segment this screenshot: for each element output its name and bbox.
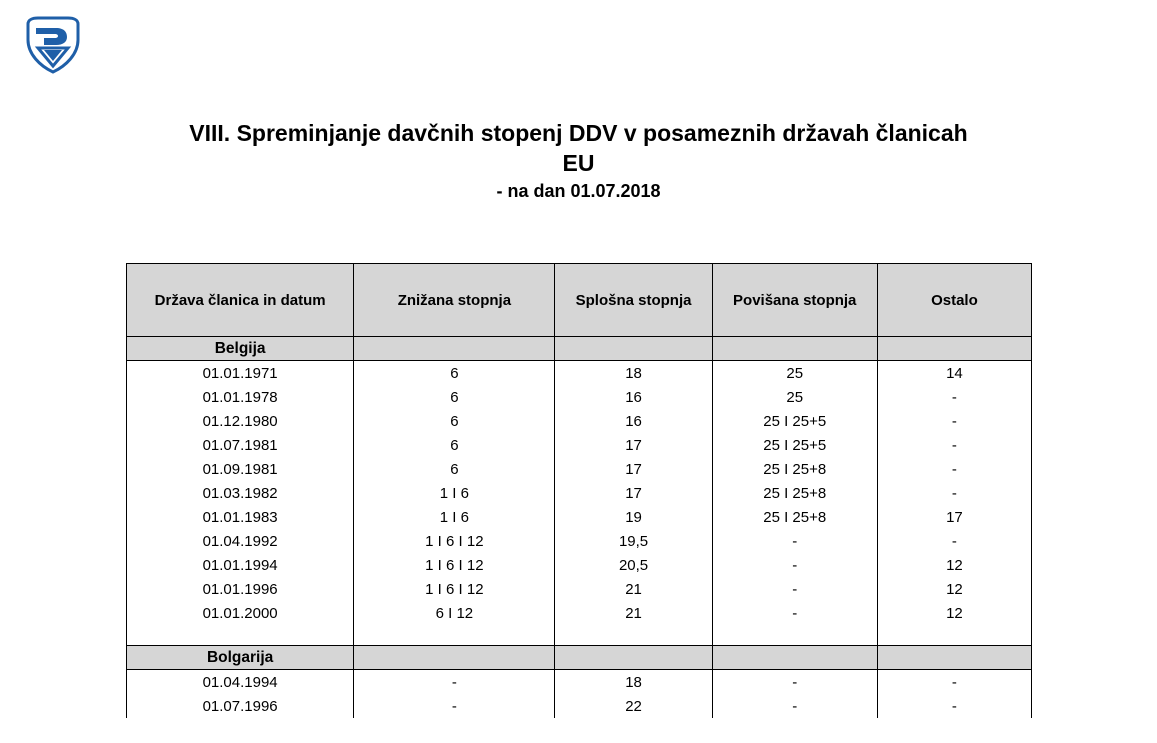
spacer-cell [877, 625, 1031, 646]
cell-increased: 25 [712, 361, 877, 386]
table-row [127, 457, 1032, 481]
cell-other: - [877, 457, 1031, 481]
cell-other: 12 [877, 553, 1031, 577]
cell-standard: 21 [555, 577, 712, 601]
cell-reduced: 6 [354, 361, 555, 386]
cell-other: 12 [877, 577, 1031, 601]
cell-increased: 25 I 25+5 [712, 433, 877, 457]
cell-reduced: 1 I 6 [354, 505, 555, 529]
cell-standard: 17 [555, 433, 712, 457]
cell-increased: 25 [712, 385, 877, 409]
table-row [127, 670, 1032, 695]
table-header-row [127, 264, 1032, 337]
country-row-empty-cell [555, 337, 712, 361]
cell-reduced: 1 I 6 [354, 481, 555, 505]
cell-standard: 21 [555, 601, 712, 625]
column-header-increased-rate: Povišana stopnja [712, 264, 877, 337]
cell-date: 01.01.1983 [127, 505, 354, 529]
table-row [127, 361, 1032, 386]
spacer-cell [712, 625, 877, 646]
cell-standard: 20,5 [555, 553, 712, 577]
cell-date: 01.04.1994 [127, 670, 354, 695]
cell-standard: 19,5 [555, 529, 712, 553]
cell-reduced: 1 I 6 I 12 [354, 529, 555, 553]
country-row-empty-cell [877, 337, 1031, 361]
country-row-empty-cell [712, 337, 877, 361]
cell-date: 01.04.1992 [127, 529, 354, 553]
cell-other: 12 [877, 601, 1031, 625]
table-row [127, 433, 1032, 457]
country-group-row [127, 337, 1032, 361]
cell-standard: 18 [555, 361, 712, 386]
vat-rates-table [126, 263, 1032, 718]
cell-increased: 25 I 25+8 [712, 481, 877, 505]
cell-increased: - [712, 529, 877, 553]
cell-other: - [877, 433, 1031, 457]
cell-increased: 25 I 25+8 [712, 457, 877, 481]
cell-reduced: 6 [354, 385, 555, 409]
cell-standard: 17 [555, 457, 712, 481]
table-body [127, 337, 1032, 719]
spacer-cell [127, 625, 354, 646]
cell-standard: 16 [555, 409, 712, 433]
cell-reduced: 1 I 6 I 12 [354, 553, 555, 577]
table-row [127, 577, 1032, 601]
group-spacer-row [127, 625, 1032, 646]
cell-other: - [877, 385, 1031, 409]
cell-date: 01.01.1978 [127, 385, 354, 409]
page-subtitle: - na dan 01.07.2018 [496, 181, 661, 201]
cell-date: 01.12.1980 [127, 409, 354, 433]
cell-date: 01.01.1996 [127, 577, 354, 601]
cell-other: 14 [877, 361, 1031, 386]
cell-reduced: - [354, 670, 555, 695]
cell-standard: 19 [555, 505, 712, 529]
cell-increased: - [712, 577, 877, 601]
cell-other: - [877, 409, 1031, 433]
column-header-other: Ostalo [877, 264, 1031, 337]
shield-logo-icon [22, 14, 84, 76]
country-row-empty-cell [712, 646, 877, 670]
cell-reduced: 6 [354, 409, 555, 433]
country-row-empty-cell [555, 646, 712, 670]
table-row [127, 409, 1032, 433]
column-header-country-date: Država članica in datum [127, 264, 354, 337]
column-header-standard-rate: Splošna stopnja [555, 264, 712, 337]
table-row [127, 694, 1032, 718]
column-header-reduced-rate: Znižana stopnja [354, 264, 555, 337]
cell-reduced: 1 I 6 I 12 [354, 577, 555, 601]
country-name: Belgija [127, 337, 354, 361]
table-row [127, 553, 1032, 577]
table-row [127, 529, 1032, 553]
cell-increased: - [712, 670, 877, 695]
cell-reduced: 6 I 12 [354, 601, 555, 625]
cell-other: 17 [877, 505, 1031, 529]
cell-standard: 16 [555, 385, 712, 409]
country-name: Bolgarija [127, 646, 354, 670]
cell-date: 01.01.2000 [127, 601, 354, 625]
table-row [127, 481, 1032, 505]
country-row-empty-cell [354, 337, 555, 361]
country-row-empty-cell [877, 646, 1031, 670]
cell-standard: 18 [555, 670, 712, 695]
spacer-cell [555, 625, 712, 646]
cell-reduced: 6 [354, 457, 555, 481]
cell-date: 01.07.1996 [127, 694, 354, 718]
cell-standard: 22 [555, 694, 712, 718]
cell-date: 01.01.1971 [127, 361, 354, 386]
cell-reduced: - [354, 694, 555, 718]
cell-other: - [877, 529, 1031, 553]
cell-other: - [877, 481, 1031, 505]
cell-date: 01.09.1981 [127, 457, 354, 481]
cell-increased: 25 I 25+5 [712, 409, 877, 433]
cell-date: 01.03.1982 [127, 481, 354, 505]
table-row [127, 385, 1032, 409]
cell-date: 01.01.1994 [127, 553, 354, 577]
cell-standard: 17 [555, 481, 712, 505]
country-group-row [127, 646, 1032, 670]
country-row-empty-cell [354, 646, 555, 670]
table-row [127, 505, 1032, 529]
spacer-cell [354, 625, 555, 646]
cell-other: - [877, 694, 1031, 718]
table-row [127, 601, 1032, 625]
cell-increased: - [712, 694, 877, 718]
cell-increased: 25 I 25+8 [712, 505, 877, 529]
cell-date: 01.07.1981 [127, 433, 354, 457]
vat-rates-table-container [126, 263, 1032, 718]
cell-increased: - [712, 601, 877, 625]
page-title-block [0, 118, 1157, 202]
cell-increased: - [712, 553, 877, 577]
page-title: VIII. Spreminjanje davčnih stopenj DDV v posameznih državah članicah EU [189, 120, 968, 176]
cell-reduced: 6 [354, 433, 555, 457]
cell-other: - [877, 670, 1031, 695]
